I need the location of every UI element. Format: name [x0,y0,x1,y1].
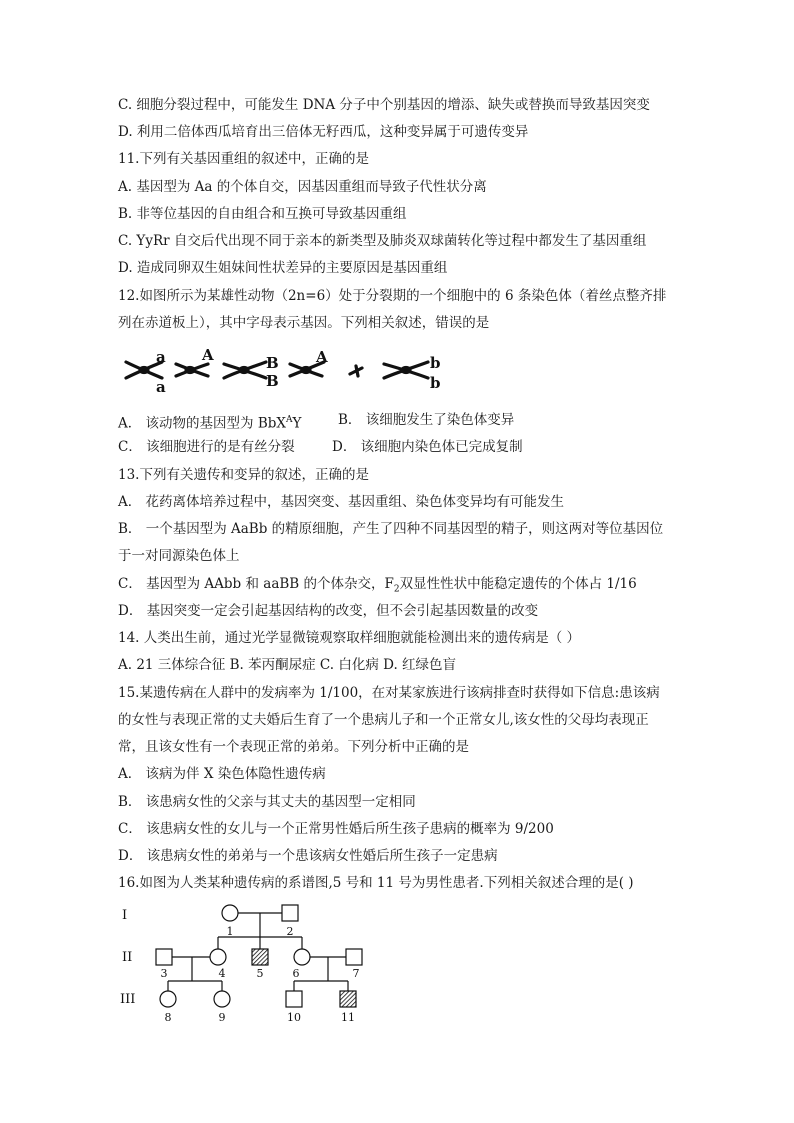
individual-6-female [294,949,310,965]
q13-stem: 13.下列有关遗传和变异的叙述，正确的是 [118,467,369,483]
q11-option-c: C. YyRr 自交后代出现不同于亲本的新类型及肺炎双球菌转化等过程中都发生了基因重组 [118,233,647,249]
q10-option-c: C. 细胞分裂过程中，可能发生 DNA 分子中个别基因的增添、缺失或替换而导致基因突变 [118,97,650,113]
individual-5-affected-male [252,949,268,965]
chromosome-2 [176,364,208,376]
individual-number: 5 [256,967,264,980]
q14-stem: 14. 人类出生前，通过光学显微镜观察取样细胞就能检测出来的遗传病是（ ） [118,630,581,646]
gene-label: A [316,348,328,366]
q10-option-d: D. 利用二倍体西瓜培育出三倍体无籽西瓜，这种变异属于可遗传变异 [118,124,529,140]
individual-number: 10 [287,1011,301,1024]
generation-label-iii: III [120,992,136,1007]
generation-label-i: I [122,908,128,923]
individual-number: 4 [218,967,226,980]
gene-label: a [156,348,166,366]
gene-label: b [430,354,441,372]
pedigree-chart [118,895,378,1025]
gene-label: b [430,374,441,392]
q13-option-a: A． 花药离体培养过程中，基因突变、基因重组、染色体变异均有可能发生 [118,494,565,510]
individual-1-female [222,905,238,921]
chromosome-3 [224,362,266,378]
individual-3-male [156,949,172,965]
individual-9-female [214,991,230,1007]
q15-option-d: D． 该患病女性的弟弟与一个患该病女性婚后所生孩子一定患病 [118,848,498,864]
individual-number: 9 [218,1011,226,1024]
individual-11-affected-male [340,991,356,1007]
q15-option-b: B． 该患病女性的父亲与其丈夫的基因型一定相同 [118,794,416,810]
individual-number: 2 [286,925,294,938]
q12-option-d: D． 该细胞内染色体已完成复制 [332,439,523,455]
q12-option-b: B． 该细胞发生了染色体变异 [338,412,515,428]
q12-option-c: C． 该细胞进行的是有丝分裂 [118,439,295,455]
q14-options: A. 21 三体综合征 B. 苯丙酮尿症 C. 白化病 D. 红绿色盲 [118,657,457,673]
individual-4-female [210,949,226,965]
q12-stem-line1: 12.如图所示为某雄性动物（2n=6）处于分裂期的一个细胞中的 6 条染色体（着丝点整齐排 [118,288,667,304]
q11-stem: 11.下列有关基因重组的叙述中，正确的是 [118,151,369,167]
q11-option-d: D. 造成同卵双生姐妹间性状差异的主要原因是基因重组 [118,260,448,276]
generation-label-ii: II [122,950,133,965]
gene-label: A [202,346,214,364]
individual-number: 7 [352,967,360,980]
q16-stem: 16.如图为人类某种遗传病的系谱图,5 号和 11 号为男性患者.下列相关叙述合理的是( ) [118,875,634,891]
q13-option-d: D． 基因突变一定会引起基因结构的改变，但不会引起基因数量的改变 [118,603,539,619]
individual-number: 11 [341,1011,355,1024]
individual-7-male [346,949,362,965]
q15-option-c: C． 该患病女性的女儿与一个正常男性婚后所生孩子患病的概率为 9/200 [118,821,554,837]
individual-number: 8 [164,1011,172,1024]
individual-10-male [286,991,302,1007]
q15-option-a: A． 该病为伴 X 染色体隐性遗传病 [118,766,326,782]
q12-stem-line2: 列在赤道板上），其中字母表示基因。下列相关叙述，错误的是 [118,315,490,331]
gene-label: B [266,372,279,390]
q11-option-a: A. 基因型为 Aa 的个体自交，因基因重组而导致子代性状分离 [118,179,487,195]
individual-number: 1 [226,925,234,938]
q15-stem-line1: 15.某遗传病在人群中的发病率为 1/100，在对某家族进行该病排查时获得如下信息:患该病 [118,685,660,701]
chromosome-6 [384,362,428,378]
q13-option-b: B． 一个基因型为 AaBb 的精原细胞，产生了四种不同基因型的精子，则这两对等位基因位 [118,521,664,537]
q15-stem-line3: 常，且该女性有一个表现正常的弟弟。下列分析中正确的是 [118,739,469,755]
q11-option-b: B. 非等位基因的自由组合和互换可导致基因重组 [118,206,407,222]
q13-option-c: C． 基因型为 AAbb 和 aaBB 的个体杂交，$F_2$双显性性状中能稳定遗传的个体占 1/16 [118,576,637,595]
chromosome-5 [350,366,362,376]
individual-number: 3 [160,967,168,980]
q15-stem-line2: 的女性与表现正常的丈夫婚后生育了一个患病儿子和一个正常女儿,该女性的父母均表现正 [118,712,649,728]
chromosome-figure [118,342,458,398]
individual-2-male [282,905,298,921]
q12-option-a: A． 该动物的基因型为 BbX$^A$Y [118,415,302,432]
individual-8-female [160,991,176,1007]
gene-label: a [156,378,166,396]
individual-number: 6 [292,967,300,980]
q13-option-b-cont: 于一对同源染色体上 [118,548,240,564]
gene-label: B [266,354,279,372]
